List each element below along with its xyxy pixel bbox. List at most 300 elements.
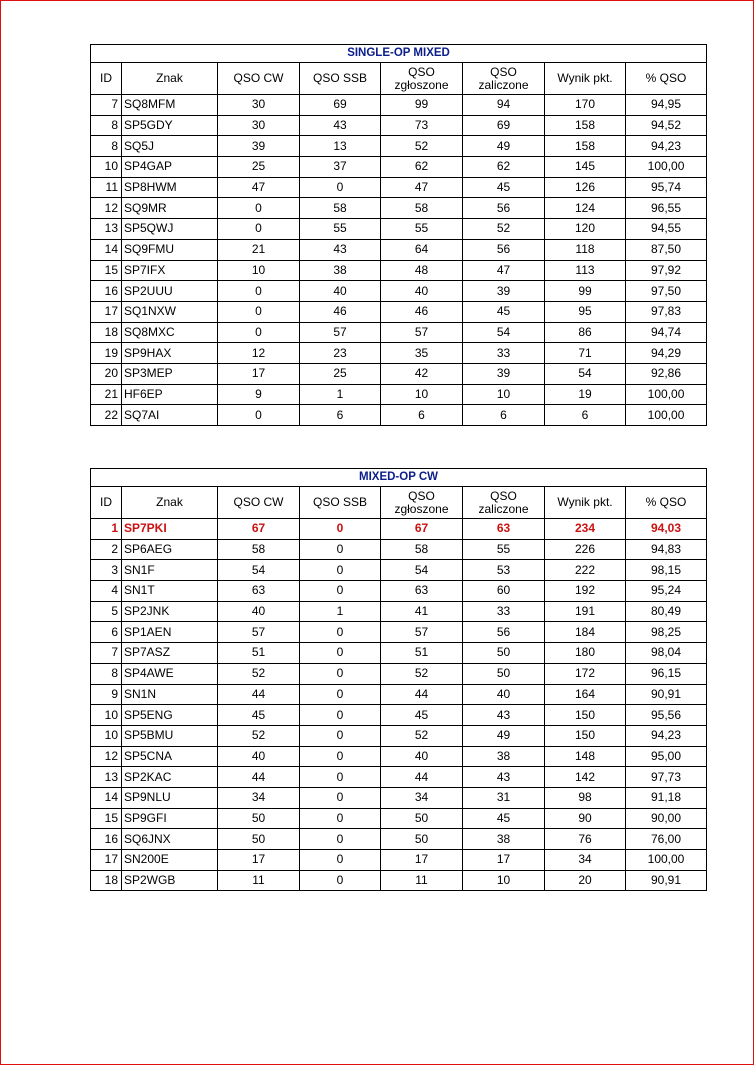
cell-qso-zaliczone: 38 xyxy=(463,746,545,767)
cell-wynik-pkt: 34 xyxy=(545,850,626,871)
cell-qso-zaliczone: 10 xyxy=(463,870,545,891)
header-qso-zaliczone xyxy=(463,63,545,95)
cell-id: 8 xyxy=(91,663,122,684)
cell-qso-zaliczone: 49 xyxy=(463,725,545,746)
cell-wynik-pkt: 150 xyxy=(545,705,626,726)
table-row xyxy=(91,850,707,871)
cell-qso-ssb: 38 xyxy=(300,260,381,281)
cell-id: 9 xyxy=(91,684,122,705)
table-row xyxy=(91,363,707,384)
cell-id: 17 xyxy=(91,850,122,871)
cell-qso-zaliczone: 17 xyxy=(463,850,545,871)
cell-id: 10 xyxy=(91,725,122,746)
cell-qso-zaliczone: 53 xyxy=(463,560,545,581)
cell-id: 12 xyxy=(91,198,122,219)
cell-qso-zgloszone: 57 xyxy=(381,622,463,643)
cell-qso-ssb: 25 xyxy=(300,363,381,384)
cell-id: 3 xyxy=(91,560,122,581)
cell-znak: SP2JNK xyxy=(122,601,218,622)
cell-wynik-pkt: 76 xyxy=(545,829,626,850)
cell-wynik-pkt: 113 xyxy=(545,260,626,281)
cell-id: 18 xyxy=(91,870,122,891)
cell-qso-zgloszone: 50 xyxy=(381,829,463,850)
cell-wynik-pkt: 19 xyxy=(545,384,626,405)
cell-qso-zgloszone: 6 xyxy=(381,405,463,426)
cell-qso-ssb: 0 xyxy=(300,767,381,788)
cell-qso-zaliczone: 45 xyxy=(463,301,545,322)
cell-znak: SQ1NXW xyxy=(122,301,218,322)
cell-wynik-pkt: 158 xyxy=(545,115,626,136)
cell-znak: SP6AEG xyxy=(122,539,218,560)
table-row xyxy=(91,725,707,746)
cell-znak: SQ6JNX xyxy=(122,829,218,850)
cell-id: 2 xyxy=(91,539,122,560)
cell-id: 8 xyxy=(91,115,122,136)
cell-znak: SQ9FMU xyxy=(122,239,218,260)
cell-wynik-pkt: 142 xyxy=(545,767,626,788)
cell-id: 15 xyxy=(91,260,122,281)
cell-qso-zgloszone: 63 xyxy=(381,581,463,602)
cell-qso-zaliczone: 43 xyxy=(463,705,545,726)
cell-wynik-pkt: 120 xyxy=(545,219,626,240)
cell-qso-cw: 0 xyxy=(218,198,300,219)
cell-qso-ssb: 6 xyxy=(300,405,381,426)
header-text: QSO xyxy=(490,64,517,79)
single-op-mixed-table xyxy=(90,44,707,426)
cell-qso-ssb: 46 xyxy=(300,301,381,322)
cell-qso-zgloszone: 54 xyxy=(381,560,463,581)
cell-proc-qso: 94,83 xyxy=(626,539,707,560)
cell-znak: SP5CNA xyxy=(122,746,218,767)
header-wynik-pkt xyxy=(545,487,626,519)
cell-qso-ssb: 69 xyxy=(300,95,381,116)
cell-znak: SP1AEN xyxy=(122,622,218,643)
cell-proc-qso: 94,23 xyxy=(626,725,707,746)
cell-id: 11 xyxy=(91,177,122,198)
cell-qso-zaliczone: 33 xyxy=(463,343,545,364)
cell-qso-cw: 63 xyxy=(218,581,300,602)
cell-proc-qso: 94,52 xyxy=(626,115,707,136)
header-text: QSO SSB xyxy=(312,495,368,509)
cell-znak: SP8HWM xyxy=(122,177,218,198)
header-text: zaliczone xyxy=(478,501,529,516)
cell-proc-qso: 96,55 xyxy=(626,198,707,219)
cell-proc-qso: 94,03 xyxy=(626,519,707,540)
table-row xyxy=(91,260,707,281)
cell-qso-zaliczone: 56 xyxy=(463,198,545,219)
cell-qso-ssb: 0 xyxy=(300,177,381,198)
cell-qso-zaliczone: 33 xyxy=(463,601,545,622)
cell-wynik-pkt: 170 xyxy=(545,95,626,116)
cell-proc-qso: 97,73 xyxy=(626,767,707,788)
cell-qso-cw: 52 xyxy=(218,725,300,746)
cell-znak: SP2WGB xyxy=(122,870,218,891)
header-text: ID xyxy=(100,71,112,85)
cell-qso-zaliczone: 45 xyxy=(463,177,545,198)
cell-proc-qso: 95,00 xyxy=(626,746,707,767)
cell-znak: SP9GFI xyxy=(122,808,218,829)
cell-qso-cw: 12 xyxy=(218,343,300,364)
cell-qso-zgloszone: 55 xyxy=(381,219,463,240)
cell-qso-cw: 0 xyxy=(218,301,300,322)
cell-qso-zgloszone: 51 xyxy=(381,643,463,664)
cell-qso-ssb: 0 xyxy=(300,560,381,581)
cell-qso-ssb: 55 xyxy=(300,219,381,240)
cell-qso-zaliczone: 63 xyxy=(463,519,545,540)
cell-id: 13 xyxy=(91,219,122,240)
cell-id: 18 xyxy=(91,322,122,343)
cell-qso-zgloszone: 44 xyxy=(381,767,463,788)
cell-qso-zgloszone: 62 xyxy=(381,157,463,178)
table-row xyxy=(91,239,707,260)
cell-qso-zaliczone: 69 xyxy=(463,115,545,136)
cell-id: 16 xyxy=(91,829,122,850)
cell-wynik-pkt: 234 xyxy=(545,519,626,540)
cell-id: 22 xyxy=(91,405,122,426)
cell-qso-zgloszone: 57 xyxy=(381,322,463,343)
cell-proc-qso: 97,92 xyxy=(626,260,707,281)
cell-proc-qso: 95,24 xyxy=(626,581,707,602)
cell-proc-qso: 94,23 xyxy=(626,136,707,157)
table-row xyxy=(91,663,707,684)
cell-znak: SP2UUU xyxy=(122,281,218,302)
table-row xyxy=(91,539,707,560)
header-text: QSO CW xyxy=(233,71,284,85)
cell-qso-cw: 54 xyxy=(218,560,300,581)
cell-qso-cw: 17 xyxy=(218,850,300,871)
cell-qso-zgloszone: 52 xyxy=(381,725,463,746)
cell-qso-zaliczone: 49 xyxy=(463,136,545,157)
cell-id: 7 xyxy=(91,95,122,116)
cell-proc-qso: 97,83 xyxy=(626,301,707,322)
cell-proc-qso: 91,18 xyxy=(626,787,707,808)
cell-qso-zaliczone: 62 xyxy=(463,157,545,178)
table-row xyxy=(91,95,707,116)
table-title: MIXED-OP CW xyxy=(91,469,707,487)
header-text: zgłoszone xyxy=(394,501,449,516)
cell-qso-zgloszone: 67 xyxy=(381,519,463,540)
table-row xyxy=(91,115,707,136)
cell-qso-zaliczone: 6 xyxy=(463,405,545,426)
mixed-op-cw-table xyxy=(90,468,707,891)
header-text: QSO SSB xyxy=(312,71,368,85)
table-row xyxy=(91,322,707,343)
cell-qso-cw: 9 xyxy=(218,384,300,405)
header-id xyxy=(91,63,122,95)
cell-qso-cw: 44 xyxy=(218,684,300,705)
cell-qso-zgloszone: 52 xyxy=(381,136,463,157)
cell-qso-zaliczone: 56 xyxy=(463,239,545,260)
table-row xyxy=(91,281,707,302)
cell-wynik-pkt: 99 xyxy=(545,281,626,302)
cell-qso-cw: 58 xyxy=(218,539,300,560)
cell-wynik-pkt: 226 xyxy=(545,539,626,560)
cell-qso-zaliczone: 38 xyxy=(463,829,545,850)
cell-id: 13 xyxy=(91,767,122,788)
cell-qso-cw: 34 xyxy=(218,787,300,808)
cell-proc-qso: 94,74 xyxy=(626,322,707,343)
cell-qso-zaliczone: 55 xyxy=(463,539,545,560)
cell-wynik-pkt: 6 xyxy=(545,405,626,426)
cell-qso-ssb: 0 xyxy=(300,705,381,726)
cell-qso-cw: 0 xyxy=(218,405,300,426)
cell-proc-qso: 100,00 xyxy=(626,850,707,871)
cell-wynik-pkt: 148 xyxy=(545,746,626,767)
cell-proc-qso: 80,49 xyxy=(626,601,707,622)
cell-wynik-pkt: 222 xyxy=(545,560,626,581)
cell-qso-ssb: 0 xyxy=(300,725,381,746)
cell-qso-ssb: 0 xyxy=(300,808,381,829)
header-text: QSO xyxy=(408,64,435,79)
cell-proc-qso: 90,00 xyxy=(626,808,707,829)
cell-znak: SQ5J xyxy=(122,136,218,157)
cell-proc-qso: 95,56 xyxy=(626,705,707,726)
table-row xyxy=(91,601,707,622)
cell-qso-cw: 47 xyxy=(218,177,300,198)
cell-qso-ssb: 43 xyxy=(300,239,381,260)
cell-qso-cw: 57 xyxy=(218,622,300,643)
cell-id: 16 xyxy=(91,281,122,302)
cell-qso-zaliczone: 39 xyxy=(463,363,545,384)
cell-proc-qso: 100,00 xyxy=(626,384,707,405)
cell-wynik-pkt: 95 xyxy=(545,301,626,322)
cell-qso-ssb: 0 xyxy=(300,787,381,808)
header-text: zaliczone xyxy=(478,77,529,92)
table-row xyxy=(91,301,707,322)
cell-znak: SQ7AI xyxy=(122,405,218,426)
cell-qso-cw: 21 xyxy=(218,239,300,260)
cell-id: 10 xyxy=(91,157,122,178)
cell-qso-zgloszone: 45 xyxy=(381,705,463,726)
header-text: QSO xyxy=(490,488,517,503)
header-text: % QSO xyxy=(645,71,687,85)
cell-qso-ssb: 40 xyxy=(300,281,381,302)
table-row xyxy=(91,767,707,788)
table-row xyxy=(91,643,707,664)
cell-qso-cw: 45 xyxy=(218,705,300,726)
cell-proc-qso: 98,04 xyxy=(626,643,707,664)
table-row xyxy=(91,870,707,891)
cell-znak: SP9NLU xyxy=(122,787,218,808)
cell-qso-zgloszone: 48 xyxy=(381,260,463,281)
cell-qso-cw: 40 xyxy=(218,746,300,767)
header-text: ID xyxy=(100,495,112,509)
cell-qso-zaliczone: 39 xyxy=(463,281,545,302)
table-row xyxy=(91,519,707,540)
header-qso-ssb xyxy=(300,487,381,519)
cell-qso-ssb: 0 xyxy=(300,643,381,664)
table-row xyxy=(91,157,707,178)
cell-qso-zgloszone: 46 xyxy=(381,301,463,322)
cell-id: 14 xyxy=(91,239,122,260)
cell-qso-zgloszone: 47 xyxy=(381,177,463,198)
cell-znak: HF6EP xyxy=(122,384,218,405)
cell-qso-ssb: 37 xyxy=(300,157,381,178)
cell-wynik-pkt: 164 xyxy=(545,684,626,705)
cell-znak: SP7ASZ xyxy=(122,643,218,664)
cell-qso-zaliczone: 45 xyxy=(463,808,545,829)
cell-qso-ssb: 0 xyxy=(300,519,381,540)
cell-id: 14 xyxy=(91,787,122,808)
cell-qso-zgloszone: 64 xyxy=(381,239,463,260)
cell-qso-zaliczone: 43 xyxy=(463,767,545,788)
cell-qso-zgloszone: 35 xyxy=(381,343,463,364)
cell-id: 21 xyxy=(91,384,122,405)
cell-wynik-pkt: 71 xyxy=(545,343,626,364)
cell-wynik-pkt: 118 xyxy=(545,239,626,260)
cell-qso-ssb: 1 xyxy=(300,601,381,622)
header-text: Znak xyxy=(156,495,183,509)
cell-qso-cw: 50 xyxy=(218,829,300,850)
cell-id: 6 xyxy=(91,622,122,643)
header-znak xyxy=(122,63,218,95)
cell-qso-cw: 39 xyxy=(218,136,300,157)
cell-znak: SQ9MR xyxy=(122,198,218,219)
header-znak xyxy=(122,487,218,519)
cell-qso-cw: 52 xyxy=(218,663,300,684)
cell-id: 17 xyxy=(91,301,122,322)
cell-proc-qso: 100,00 xyxy=(626,157,707,178)
cell-znak: SP5ENG xyxy=(122,705,218,726)
cell-qso-cw: 51 xyxy=(218,643,300,664)
cell-proc-qso: 98,15 xyxy=(626,560,707,581)
header-qso-zaliczone xyxy=(463,487,545,519)
cell-qso-ssb: 0 xyxy=(300,850,381,871)
cell-qso-ssb: 0 xyxy=(300,746,381,767)
cell-proc-qso: 94,55 xyxy=(626,219,707,240)
cell-wynik-pkt: 86 xyxy=(545,322,626,343)
cell-proc-qso: 94,95 xyxy=(626,95,707,116)
cell-wynik-pkt: 54 xyxy=(545,363,626,384)
cell-qso-cw: 11 xyxy=(218,870,300,891)
table-row xyxy=(91,746,707,767)
cell-qso-ssb: 0 xyxy=(300,829,381,850)
cell-qso-zgloszone: 40 xyxy=(381,281,463,302)
header-text: % QSO xyxy=(645,495,687,509)
cell-wynik-pkt: 184 xyxy=(545,622,626,643)
cell-id: 19 xyxy=(91,343,122,364)
cell-id: 8 xyxy=(91,136,122,157)
cell-qso-zgloszone: 52 xyxy=(381,663,463,684)
cell-id: 12 xyxy=(91,746,122,767)
cell-qso-zgloszone: 50 xyxy=(381,808,463,829)
cell-znak: SN1N xyxy=(122,684,218,705)
table-row xyxy=(91,622,707,643)
cell-qso-cw: 44 xyxy=(218,767,300,788)
cell-qso-zaliczone: 56 xyxy=(463,622,545,643)
cell-wynik-pkt: 90 xyxy=(545,808,626,829)
header-id xyxy=(91,487,122,519)
cell-qso-zgloszone: 58 xyxy=(381,539,463,560)
cell-qso-cw: 25 xyxy=(218,157,300,178)
header-text: Znak xyxy=(156,71,183,85)
table-row xyxy=(91,581,707,602)
cell-proc-qso: 97,50 xyxy=(626,281,707,302)
cell-wynik-pkt: 126 xyxy=(545,177,626,198)
table-row xyxy=(91,219,707,240)
cell-qso-cw: 40 xyxy=(218,601,300,622)
table-row xyxy=(91,177,707,198)
cell-znak: SN1T xyxy=(122,581,218,602)
cell-znak: SP5BMU xyxy=(122,725,218,746)
table-row xyxy=(91,808,707,829)
table-row xyxy=(91,405,707,426)
cell-qso-ssb: 58 xyxy=(300,198,381,219)
cell-proc-qso: 96,15 xyxy=(626,663,707,684)
cell-qso-zaliczone: 50 xyxy=(463,643,545,664)
cell-proc-qso: 90,91 xyxy=(626,684,707,705)
cell-znak: SP9HAX xyxy=(122,343,218,364)
header-proc-qso xyxy=(626,63,707,95)
header-qso-ssb xyxy=(300,63,381,95)
cell-qso-zgloszone: 41 xyxy=(381,601,463,622)
cell-znak: SQ8MXC xyxy=(122,322,218,343)
cell-qso-zaliczone: 31 xyxy=(463,787,545,808)
header-proc-qso xyxy=(626,487,707,519)
table-header-row xyxy=(91,487,707,519)
cell-proc-qso: 98,25 xyxy=(626,622,707,643)
table-row xyxy=(91,198,707,219)
cell-znak: SP2KAC xyxy=(122,767,218,788)
cell-qso-zaliczone: 10 xyxy=(463,384,545,405)
header-qso-zgloszone xyxy=(381,487,463,519)
table-row xyxy=(91,384,707,405)
cell-qso-zaliczone: 60 xyxy=(463,581,545,602)
cell-id: 5 xyxy=(91,601,122,622)
cell-qso-cw: 50 xyxy=(218,808,300,829)
cell-znak: SP4AWE xyxy=(122,663,218,684)
cell-qso-zgloszone: 40 xyxy=(381,746,463,767)
cell-proc-qso: 76,00 xyxy=(626,829,707,850)
cell-znak: SP5QWJ xyxy=(122,219,218,240)
cell-qso-ssb: 0 xyxy=(300,581,381,602)
cell-id: 1 xyxy=(91,519,122,540)
cell-qso-cw: 67 xyxy=(218,519,300,540)
cell-proc-qso: 95,74 xyxy=(626,177,707,198)
cell-znak: SP4GAP xyxy=(122,157,218,178)
cell-znak: SN200E xyxy=(122,850,218,871)
cell-qso-zgloszone: 34 xyxy=(381,787,463,808)
cell-qso-zaliczone: 47 xyxy=(463,260,545,281)
cell-proc-qso: 87,50 xyxy=(626,239,707,260)
table-row xyxy=(91,136,707,157)
cell-qso-zgloszone: 11 xyxy=(381,870,463,891)
cell-qso-cw: 30 xyxy=(218,95,300,116)
cell-qso-zaliczone: 50 xyxy=(463,663,545,684)
cell-qso-ssb: 43 xyxy=(300,115,381,136)
cell-wynik-pkt: 124 xyxy=(545,198,626,219)
cell-znak: SP7PKI xyxy=(122,519,218,540)
cell-id: 20 xyxy=(91,363,122,384)
header-qso-zgloszone xyxy=(381,63,463,95)
cell-wynik-pkt: 150 xyxy=(545,725,626,746)
cell-znak: SP7IFX xyxy=(122,260,218,281)
cell-znak: SP5GDY xyxy=(122,115,218,136)
cell-qso-zaliczone: 54 xyxy=(463,322,545,343)
cell-id: 7 xyxy=(91,643,122,664)
cell-qso-cw: 10 xyxy=(218,260,300,281)
cell-wynik-pkt: 191 xyxy=(545,601,626,622)
table-row xyxy=(91,560,707,581)
cell-wynik-pkt: 20 xyxy=(545,870,626,891)
header-qso-cw xyxy=(218,487,300,519)
cell-qso-zgloszone: 42 xyxy=(381,363,463,384)
cell-znak: SQ8MFM xyxy=(122,95,218,116)
header-text: Wynik pkt. xyxy=(557,71,613,85)
cell-qso-zaliczone: 52 xyxy=(463,219,545,240)
cell-qso-ssb: 57 xyxy=(300,322,381,343)
cell-wynik-pkt: 158 xyxy=(545,136,626,157)
